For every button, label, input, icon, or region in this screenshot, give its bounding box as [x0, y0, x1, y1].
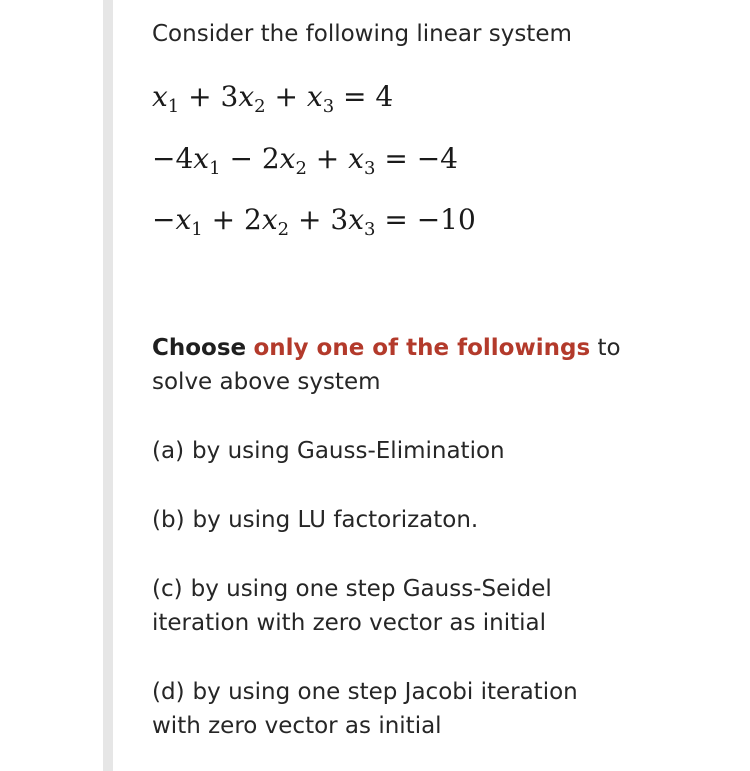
highlighted-instruction: only one of the followings: [253, 335, 591, 361]
coefficient: 2: [244, 203, 262, 236]
instruction-text: [152, 331, 622, 399]
coefficient: −4: [152, 142, 194, 175]
instruction-rest: to solve above system: [152, 335, 621, 395]
option-text: by using one step Gauss-Seidel iteration with zero vector as initial: [152, 576, 552, 636]
coefficient: −: [152, 203, 176, 236]
option-b: [152, 503, 592, 537]
operator: +: [211, 203, 236, 236]
operator: +: [315, 142, 340, 175]
option-tag: (b): [152, 507, 185, 533]
option-a: [152, 434, 592, 468]
intro-text: Consider the following linear system: [152, 21, 572, 47]
coefficient: 3: [220, 80, 239, 113]
option-tag: (c): [152, 576, 183, 602]
option-c: [152, 572, 592, 640]
option-tag: (a): [152, 438, 185, 464]
operator: −: [229, 142, 253, 175]
right-hand-side: = −10: [384, 203, 476, 236]
equation-3: $-x_1 + 2x_2 + 3x_3 = -10$: [152, 203, 476, 240]
left-border-rule: [103, 0, 113, 771]
right-hand-side: = 4: [343, 80, 394, 113]
option-text: by using Gauss-Elimination: [192, 438, 505, 464]
operator: +: [297, 203, 322, 236]
option-tag: (d): [152, 679, 185, 705]
choose-label: Choose: [152, 335, 247, 361]
option-text: by using LU factorizaton.: [192, 507, 479, 533]
equation-2: $-4x_1 - 2x_2 + x_3 = -4$: [152, 142, 458, 179]
coefficient: 2: [261, 142, 280, 175]
operator: +: [274, 80, 298, 113]
option-text: by using one step Jacobi iteration with zero vector as initial: [152, 679, 578, 739]
coefficient: 3: [330, 203, 349, 236]
right-hand-side: = −4: [384, 142, 458, 175]
option-d: [152, 675, 592, 743]
equation-1: $x_1 + 3x_2 + x_3 = 4$: [152, 80, 394, 117]
operator: +: [188, 80, 212, 113]
